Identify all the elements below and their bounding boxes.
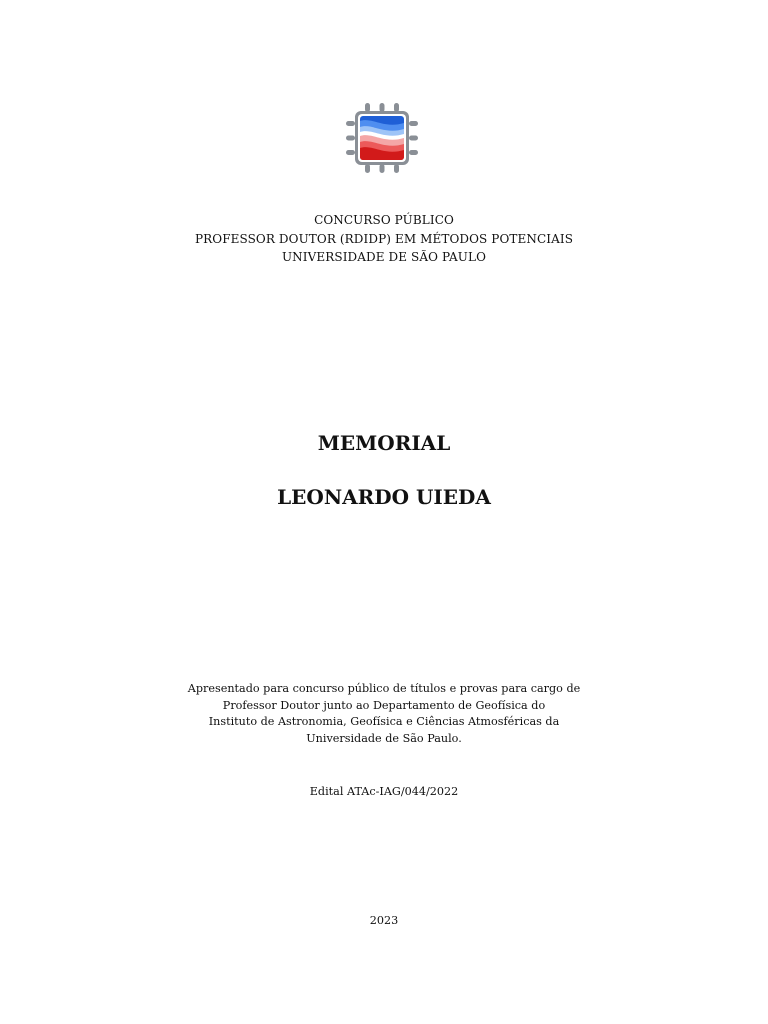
publication-year: 2023 (369, 914, 399, 927)
document-title: MEMORIAL (317, 431, 451, 455)
description-line: Apresentado para concurso público de títulos e provas para cargo de (187, 682, 581, 695)
header-block (0, 211, 768, 267)
description-line: Professor Doutor junto ao Departamento de Geofísica do (222, 698, 546, 712)
description-line: Universidade de São Paulo. (306, 731, 462, 745)
description-line: Instituto de Astronomia, Geofísica e Ciências Atmosféricas da (208, 715, 560, 729)
chip-wave-logo-graphic (344, 101, 420, 175)
header-line-university: UNIVERSIDADE DE SÃO PAULO (281, 250, 487, 264)
header-line-position: PROFESSOR DOUTOR (RDIDP) EM MÉTODOS POTENCIAIS (194, 231, 574, 246)
header-line-contest: CONCURSO PÚBLICO (314, 213, 454, 227)
edital-reference: Edital ATAc-IAG/044/2022 (309, 785, 459, 798)
author-name: LEONARDO UIEDA (277, 485, 491, 509)
chip-wave-logo-icon (344, 101, 420, 175)
description-paragraph (0, 681, 768, 747)
